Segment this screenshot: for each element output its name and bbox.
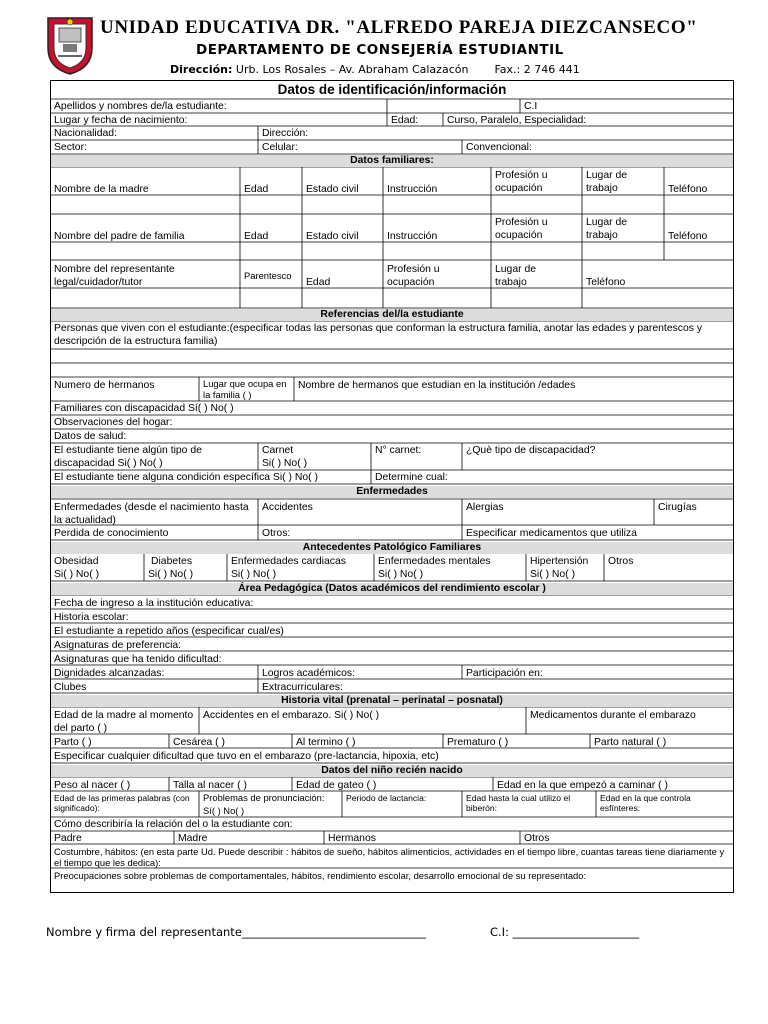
ci-field[interactable]: C.I: [524, 101, 538, 112]
heart-yesno-field[interactable]: Si( ) No( ): [231, 569, 277, 580]
student-name-field[interactable]: Apellidos y nombres de/la estudiante:: [54, 101, 227, 112]
diseases-field[interactable]: Enfermedades (desde el nacimiento hasta la actualidad): [54, 502, 249, 526]
clubs-field[interactable]: Clubes: [54, 682, 87, 693]
father-name-label: Nombre del padre de familia: [54, 231, 185, 242]
mental-label: Enfermedades mentales: [378, 556, 491, 567]
father-civil-label: Estado civil: [306, 231, 359, 242]
card-label: Carnet: [262, 445, 294, 456]
nationality-field[interactable]: Nacionalidad:: [54, 128, 117, 139]
repeated-years-field[interactable]: El estudiante a repetido años (especificar cual/es): [54, 626, 284, 637]
mother-occupation-label: Profesión u ocupación: [495, 170, 548, 194]
enrollment-date-field[interactable]: Fecha de ingreso a la institución educativa:: [54, 598, 254, 609]
relation-others-field[interactable]: Otros: [524, 833, 550, 844]
guardian-signature-line[interactable]: Nombre y firma del representante________________________________: [46, 925, 426, 939]
natural-birth-field[interactable]: Parto natural ( ): [594, 737, 667, 748]
siblings-count-field[interactable]: Numero de hermanos: [54, 380, 155, 391]
diabetes-label: Diabetes: [151, 556, 193, 567]
section-vital-history: Historia vital (prenatal – perinatal – posnatal): [51, 695, 733, 707]
pregnancy-accidents-field[interactable]: Accidentes en el embarazo. Si( ) No( ): [203, 710, 380, 721]
department-name: DEPARTAMENTO DE CONSEJERÍA ESTUDIANTIL: [196, 42, 564, 58]
school-crest-icon: [44, 14, 96, 76]
difficult-subjects-field[interactable]: Asignaturas que ha tenido dificultad:: [54, 654, 222, 665]
section-references: Referencias del/la estudiante: [51, 309, 733, 321]
favorite-subjects-field[interactable]: Asignaturas de preferencia:: [54, 640, 182, 651]
age-field[interactable]: Edad:: [391, 115, 419, 126]
mental-yesno-field[interactable]: Si( ) No( ): [378, 569, 424, 580]
father-phone-label: Teléfono: [668, 231, 708, 242]
pronunciation-label: Problemas de pronunciación:: [203, 792, 325, 803]
mother-age-birth-field[interactable]: Edad de la madre al momento del parto ( ): [54, 710, 194, 734]
crawling-age-field[interactable]: Edad de gateo ( ): [296, 780, 377, 791]
surgeries-field[interactable]: Cirugías: [658, 502, 697, 513]
disability-field[interactable]: El estudiante tiene algún tipo de discapacidad Si( ) No( ): [54, 445, 202, 469]
father-instruction-label: Instrucción: [387, 231, 438, 242]
guardian-occupation-label: Profesión u ocupación: [387, 264, 440, 288]
diabetes-yesno-field[interactable]: Si( ) No( ): [148, 569, 194, 580]
section-pedagogy: Área Pedagógica (Datos académicos del rendimiento escolar ): [51, 583, 733, 595]
household-members-field[interactable]: Personas que viven con el estudiante:(especificar todas las personas que conforman la estructura familia, anotar las edades y parentescos y descripción de la estructura familia): [54, 323, 703, 347]
extracurricular-field[interactable]: Extracurriculares:: [262, 682, 343, 693]
course-field[interactable]: Curso, Paralelo, Especialidad:: [447, 115, 587, 126]
pronunciation-yesno-field[interactable]: Sí( ) No( ): [203, 805, 245, 816]
mother-workplace-label: Lugar de trabajo: [586, 170, 628, 194]
sector-field[interactable]: Sector:: [54, 142, 87, 153]
landline-field[interactable]: Convencional:: [466, 142, 532, 153]
section-family-history: Antecedentes Patológico Familiares: [51, 542, 733, 554]
birth-place-field[interactable]: Lugar y fecha de nacimiento:: [54, 115, 188, 126]
relation-siblings-field[interactable]: Hermanos: [328, 833, 376, 844]
student-form: [50, 80, 734, 893]
other-history-field[interactable]: Otros: [608, 556, 634, 567]
heart-label: Enfermedades cardiacas: [231, 556, 346, 567]
birth-field[interactable]: Parto ( ): [54, 737, 92, 748]
relation-mother-field[interactable]: Madre: [178, 833, 208, 844]
family-disability-field[interactable]: Familiares con discapacidad Sí( ) No( ): [54, 403, 234, 414]
cellphone-field[interactable]: Celular:: [262, 142, 298, 153]
address-label: Dirección:: [170, 63, 233, 76]
section-newborn: Datos del niño recién nacido: [51, 765, 733, 777]
breastfeeding-field[interactable]: Periodo de lactancia:: [346, 793, 427, 803]
mother-instruction-label: Instrucción: [387, 184, 438, 195]
habits-field[interactable]: Costumbre, hábitos: (en esta parte Ud. Puede describir : hábitos de sueño, hábitos alimenticios, actividades en el tiempo libre, cuantas tareas tiene diariamente y el tiempo que les dedica):: [54, 846, 725, 868]
medications-field[interactable]: Especificar medicamentos que utiliza: [466, 528, 637, 539]
guardian-age-label: Edad: [306, 277, 331, 288]
achievements-field[interactable]: Logros académicos:: [262, 668, 355, 679]
consciousness-loss-field[interactable]: Perdida de conocimiento: [54, 528, 169, 539]
walking-age-field[interactable]: Edad en la que empezó a caminar ( ): [497, 780, 668, 791]
section-diseases: Enfermedades: [51, 486, 733, 498]
address-line: [170, 63, 580, 76]
obesity-label: Obesidad: [54, 556, 99, 567]
first-words-field[interactable]: Edad de las primeras palabras (con significado):: [54, 793, 190, 813]
card-yesno-field[interactable]: Si( ) No( ): [262, 458, 308, 469]
mother-phone-label: Teléfono: [668, 184, 708, 195]
honors-field[interactable]: Dignidades alcanzadas:: [54, 668, 165, 679]
allergies-field[interactable]: Alergias: [466, 502, 504, 513]
premature-field[interactable]: Prematuro ( ): [447, 737, 509, 748]
full-term-field[interactable]: Al termino ( ): [296, 737, 356, 748]
accidents-field[interactable]: Accidentes: [262, 502, 313, 513]
page-header: [0, 0, 768, 82]
father-occupation-label: Profesión u ocupación: [495, 217, 548, 241]
mother-civil-label: Estado civil: [306, 184, 359, 195]
relationship-label: Cómo describiría la relación del o la estudiante con:: [54, 819, 293, 830]
disability-type-field[interactable]: ¿Què tipo de discapacidad?: [466, 445, 596, 456]
other-diseases-field[interactable]: Otros:: [262, 528, 291, 539]
guardian-kinship-label: Parentesco: [244, 270, 292, 281]
hypertension-label: Hipertensión: [530, 556, 589, 567]
cesarean-field[interactable]: Cesárea ( ): [173, 737, 225, 748]
condition-field[interactable]: El estudiante tiene alguna condición específica Si( ) No( ): [54, 472, 318, 483]
pregnancy-medications-field[interactable]: Medicamentos durante el embarazo: [530, 710, 696, 721]
guardian-phone-label: Teléfono: [586, 277, 626, 288]
section-family: Datos familiares:: [51, 155, 733, 167]
father-workplace-label: Lugar de trabajo: [586, 217, 628, 241]
family-position-field[interactable]: Lugar que ocupa en la familia ( ): [203, 378, 287, 400]
relation-father-field[interactable]: Padre: [54, 833, 82, 844]
school-history-field[interactable]: Historia escolar:: [54, 612, 129, 623]
father-age-label: Edad: [244, 231, 269, 242]
mother-age-label: Edad: [244, 184, 269, 195]
fax-text: Fax.: 2 746 441: [494, 63, 580, 76]
address-text: Urb. Los Rosales – Av. Abraham Calazacón: [235, 63, 469, 76]
concerns-field[interactable]: Preocupaciones sobre problemas de comportamentales, hábitos, rendimiento escolar, desarrollo emocional de su representado:: [54, 870, 587, 881]
health-data-field[interactable]: Datos de salud:: [54, 431, 127, 442]
hypertension-yesno-field[interactable]: Si( ) No( ): [530, 569, 576, 580]
guardian-ci-line[interactable]: C.I: ______________________: [490, 925, 640, 939]
home-notes-field[interactable]: Observaciones del hogar:: [54, 417, 173, 428]
bottle-age-field[interactable]: Edad hasta la cual utilizo el biberón:: [466, 793, 571, 813]
birth-height-field[interactable]: Talla al nacer ( ): [173, 780, 247, 791]
participation-field[interactable]: Participación en:: [466, 668, 543, 679]
guardian-workplace-label: Lugar de trabajo: [495, 264, 537, 288]
mother-name-label: Nombre de la madre: [54, 184, 149, 195]
form-title: Datos de identificación/información: [277, 82, 507, 97]
condition-detail-field[interactable]: Determine cual:: [375, 472, 448, 483]
address-field[interactable]: Dirección:: [262, 128, 309, 139]
siblings-school-field[interactable]: Nombre de hermanos que estudian en la institución /edades: [298, 380, 576, 391]
toilet-control-field[interactable]: Edad en la que controla esfínteres:: [600, 793, 691, 813]
birth-weight-field[interactable]: Peso al nacer ( ): [54, 780, 131, 791]
guardian-name-label: Nombre del representante legal/cuidador/tutor: [54, 264, 175, 288]
card-number-field[interactable]: N° carnet:: [375, 445, 422, 456]
school-name: UNIDAD EDUCATIVA DR. "ALFREDO PAREJA DIEZCANSECO": [100, 17, 698, 38]
pregnancy-difficulty-field[interactable]: Especificar cualquier dificultad que tuvo en el embarazo (pre-lactancia, hipoxia, etc): [54, 751, 439, 762]
obesity-yesno-field[interactable]: Si( ) No( ): [54, 569, 100, 580]
